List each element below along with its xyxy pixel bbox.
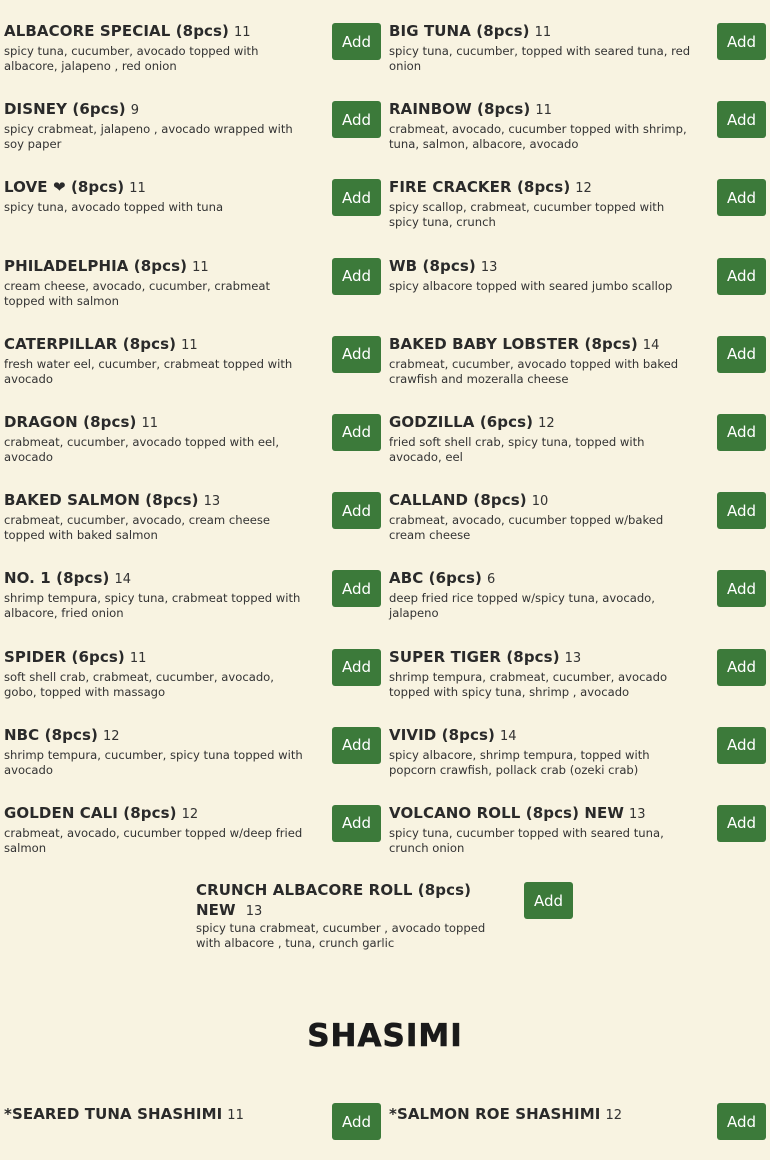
menu-item-name: BIG TUNA (8pcs) — [389, 22, 530, 40]
add-button[interactable]: Add — [332, 649, 381, 686]
menu-item — [385, 411, 770, 489]
menu-item-price: 11 — [227, 1108, 244, 1123]
menu-item-name: LOVE ❤ (8pcs) — [4, 178, 125, 197]
menu-item-name: SPIDER (6pcs) — [4, 647, 125, 666]
menu-item-name: NBC (8pcs) — [4, 725, 98, 744]
menu-item-price: 12 — [605, 1108, 622, 1123]
menu-item-name: GODZILLA (6pcs) — [389, 412, 534, 431]
menu-item-name: VOLCANO ROLL (8pcs) NEW — [389, 803, 625, 822]
menu-item-desc: spicy tuna, cucumber topped with seared tuna, crunch onion — [389, 825, 664, 855]
menu-item — [0, 20, 385, 98]
menu-item — [0, 646, 385, 724]
menu-item-name: PHILADELPHIA (8pcs) — [4, 256, 188, 275]
menu-item-info — [4, 802, 304, 856]
menu-item-price: 6 — [486, 572, 496, 588]
menu-item-name: ALBACORE SPECIAL (8pcs) — [4, 22, 230, 40]
menu-item-info — [4, 411, 304, 465]
menu-item — [0, 411, 385, 489]
menu-item-desc: spicy tuna, cucumber, topped with seared tuna, red onion — [389, 44, 691, 73]
add-button[interactable]: Add — [717, 336, 766, 373]
add-button[interactable]: Add — [332, 570, 381, 607]
menu-item-desc: soft shell crab, crabmeat, cucumber, avocado, gobo, topped with massago — [4, 669, 274, 699]
menu-item-price: 13 — [564, 650, 582, 666]
menu-item-name: RAINBOW (8pcs) — [389, 100, 531, 119]
menu-item-info — [4, 176, 304, 215]
menu-item-price: 11 — [234, 25, 251, 40]
menu-item-desc: cream cheese, avocado, cucumber, crabmeat topped with salmon — [4, 278, 271, 308]
menu-item-desc: shrimp tempura, cucumber, spicy tuna topped with avocado — [4, 747, 303, 777]
add-button[interactable]: Add — [717, 649, 766, 686]
menu-item-name: DRAGON (8pcs) — [4, 412, 137, 431]
menu-item — [0, 176, 385, 254]
menu-item-desc: crabmeat, avocado, cucumber topped w/deep fried salmon — [4, 825, 303, 855]
menu-item — [385, 176, 770, 254]
menu-item-info — [4, 255, 304, 309]
add-button[interactable]: Add — [332, 101, 381, 138]
menu-item-name: BAKED SALMON (8pcs) — [4, 491, 199, 510]
menu-item-name: GOLDEN CALI (8pcs) — [4, 803, 177, 822]
menu-item-name: BAKED BABY LOBSTER (8pcs) — [389, 334, 638, 353]
add-button[interactable]: Add — [332, 179, 381, 216]
menu-item-info — [4, 646, 304, 700]
menu-item-name: CALLAND (8pcs) — [389, 491, 527, 510]
menu-item-name: ABC (6pcs) — [389, 569, 482, 588]
add-button[interactable]: Add — [717, 179, 766, 216]
menu-item-info — [389, 646, 691, 700]
menu-item-price: 9 — [130, 103, 140, 119]
menu-item-info — [389, 176, 691, 230]
menu-item-name: DISNEY (6pcs) — [4, 100, 126, 119]
add-button[interactable]: Add — [332, 492, 381, 529]
section-title: SHASIMI — [307, 1018, 463, 1054]
add-button[interactable]: Add — [717, 258, 766, 295]
add-button[interactable]: Add — [717, 492, 766, 529]
menu-item-info — [4, 489, 304, 543]
menu-item-desc: crabmeat, avocado, cucumber topped with shrimp, tuna, salmon, albacore, avocado — [389, 122, 687, 152]
menu-item-desc: spicy albacore, shrimp tempura, topped with popcorn crawfish, pollack crab (ozeki crab) — [389, 747, 650, 777]
sashimi-row — [0, 1103, 770, 1153]
menu-item — [0, 567, 385, 645]
menu-item-desc: spicy scallop, crabmeat, cucumber topped with spicy tuna, crunch — [389, 200, 665, 230]
menu-item — [385, 255, 770, 333]
menu-item-info — [389, 567, 691, 621]
add-button[interactable]: Add — [524, 882, 573, 919]
menu-item-name: CATERPILLAR (8pcs) — [4, 334, 177, 353]
menu-item-price: 13 — [629, 806, 646, 822]
menu-item — [0, 255, 385, 333]
menu-item-featured — [196, 880, 576, 960]
menu-item — [385, 20, 770, 98]
menu-item-desc: shrimp tempura, crabmeat, cucumber, avocado topped with spicy tuna, shrimp , avocado — [389, 669, 668, 699]
menu-item-price: 13 — [480, 259, 498, 275]
menu-item-price: 12 — [181, 806, 199, 822]
menu-item-price: 12 — [538, 415, 555, 431]
add-button[interactable]: Add — [717, 101, 766, 138]
menu-item-price: 14 — [114, 572, 132, 588]
menu-item — [385, 1103, 770, 1153]
menu-item-price: 10 — [531, 494, 549, 510]
menu-item-price: 12 — [102, 728, 120, 744]
menu-item — [385, 489, 770, 567]
menu-item-price: 11 — [181, 337, 198, 353]
menu-item-price: 11 — [535, 103, 552, 119]
menu-item-name: FIRE CRACKER (8pcs) — [389, 178, 571, 197]
add-button[interactable]: Add — [332, 805, 381, 842]
menu-item-desc: spicy tuna, cucumber, avocado topped with albacore, jalapeno , red onion — [4, 44, 259, 73]
menu-item — [0, 802, 385, 880]
menu-item-info — [389, 1103, 691, 1127]
menu-item — [0, 489, 385, 567]
menu-item-info — [196, 880, 491, 951]
menu-item-info — [389, 411, 691, 465]
menu-item-desc: spicy tuna, avocado topped with tuna — [4, 200, 224, 215]
menu-item-desc: spicy tuna crabmeat, cucumber , avocado topped with albacore , tuna, crunch garlic — [196, 921, 486, 950]
menu-item-name: SUPER TIGER (8pcs) — [389, 647, 560, 666]
add-button[interactable]: Add — [332, 1103, 381, 1140]
menu-item-info — [4, 724, 304, 778]
menu-item-info — [389, 802, 691, 856]
menu-item-desc: shrimp tempura, spicy tuna, crabmeat topped with albacore, fried onion — [4, 591, 301, 621]
menu-item-info — [389, 98, 691, 152]
menu-item-price: 11 — [534, 25, 552, 40]
menu-item-info — [4, 1103, 304, 1127]
menu-item-desc: crabmeat, avocado, cucumber topped w/baked cream cheese — [389, 513, 664, 543]
menu-item-price: 14 — [499, 728, 517, 744]
menu-item-info — [4, 98, 304, 152]
add-button[interactable]: Add — [332, 336, 381, 373]
menu-item-desc: fried soft shell crab, spicy tuna, topped with avocado, eel — [389, 434, 645, 464]
menu-item-info — [389, 724, 691, 778]
menu-item-desc: crabmeat, cucumber, avocado, cream cheese topped with baked salmon — [4, 513, 271, 543]
menu-item — [0, 1103, 385, 1153]
menu-item-price: 13 — [203, 494, 221, 510]
menu-item-desc: fresh water eel, cucumber, crabmeat topped with avocado — [4, 356, 293, 386]
menu-item-name: WB (8pcs) — [389, 256, 476, 275]
menu-item-info — [389, 20, 691, 74]
menu-item-name: CRUNCH ALBACORE ROLL (8pcs) NEW — [196, 881, 472, 919]
menu-item-name: *SEARED TUNA SHASHIMI — [4, 1105, 223, 1123]
menu-item — [385, 646, 770, 724]
menu-item-name: NO. 1 (8pcs) — [4, 569, 110, 588]
menu-item-info — [389, 255, 691, 294]
roll-grid — [0, 20, 770, 880]
menu-item — [385, 567, 770, 645]
menu-item-info — [4, 20, 304, 74]
menu-item — [0, 333, 385, 411]
add-button[interactable]: Add — [717, 23, 766, 60]
add-button[interactable]: Add — [332, 258, 381, 295]
menu-item-price: 14 — [642, 337, 660, 353]
add-button[interactable]: Add — [717, 570, 766, 607]
menu-item-desc: spicy crabmeat, jalapeno , avocado wrapped with soy paper — [4, 122, 293, 152]
add-button[interactable]: Add — [332, 727, 381, 764]
menu-item-name: VIVID (8pcs) — [389, 725, 495, 744]
add-button[interactable]: Add — [717, 727, 766, 764]
add-button[interactable]: Add — [332, 23, 381, 60]
menu-item — [385, 98, 770, 176]
menu-item-price: 11 — [192, 259, 209, 275]
menu-item-desc: spicy albacore topped with seared jumbo scallop — [389, 278, 673, 293]
menu-item — [385, 724, 770, 802]
add-button[interactable]: Add — [717, 1103, 766, 1140]
menu-item-desc: deep fried rice topped w/spicy tuna, avocado, jalapeno — [389, 591, 655, 621]
menu-item-info — [389, 333, 691, 387]
menu-item-info — [4, 567, 304, 621]
menu-item-desc: crabmeat, cucumber, avocado topped with baked crawfish and mozeralla cheese — [389, 356, 679, 386]
add-button[interactable]: Add — [717, 805, 766, 842]
menu-item — [0, 98, 385, 176]
menu-item — [0, 724, 385, 802]
menu-item-price: 11 — [141, 415, 159, 431]
menu-item — [385, 333, 770, 411]
menu-item-info — [4, 333, 304, 387]
menu-item-price: 13 — [245, 904, 263, 919]
menu-item — [385, 802, 770, 880]
menu-item-price: 11 — [129, 650, 147, 666]
add-button[interactable]: Add — [332, 414, 381, 451]
menu-item-info — [389, 489, 691, 543]
menu-item-name: *SALMON ROE SHASHIMI — [389, 1105, 601, 1123]
menu-item-price: 12 — [575, 181, 592, 197]
menu-item-desc: crabmeat, cucumber, avocado topped with eel, avocado — [4, 434, 280, 464]
menu-item-price: 11 — [129, 181, 146, 197]
add-button[interactable]: Add — [717, 414, 766, 451]
